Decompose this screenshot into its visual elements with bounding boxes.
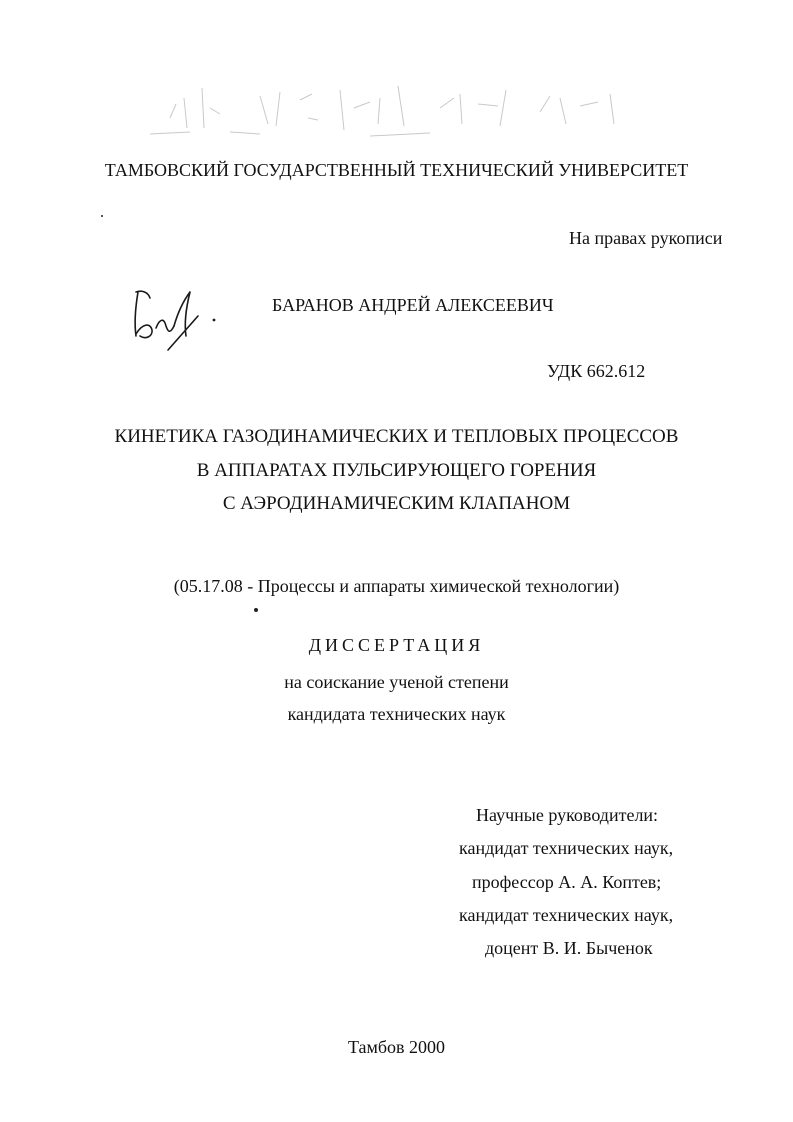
supervisors-heading: Научные руководители: [476, 805, 659, 825]
specialty-code: (05.17.08 - Процессы и аппараты химической технологии) [173, 576, 620, 596]
manuscript-rights: На правах рукописи [569, 228, 723, 248]
udk-code: УДК 662.612 [547, 361, 646, 381]
dissertation-title-line-2: В АППАРАТАХ ПУЛЬСИРУЮЩЕГО ГОРЕНИЯ [196, 460, 597, 481]
scan-speck [254, 608, 258, 612]
scan-speck [101, 215, 103, 217]
document-type: ДИССЕРТАЦИЯ [308, 635, 485, 655]
supervisor-2-degree: кандидат технических наук, [459, 905, 674, 925]
dissertation-title-line-3: С АЭРОДИНАМИЧЕСКИМ КЛАПАНОМ [222, 493, 571, 514]
university-name: ТАМБОВСКИЙ ГОСУДАРСТВЕННЫЙ ТЕХНИЧЕСКИЙ УНИВЕРСИТЕТ [104, 160, 689, 180]
signature-mark [128, 282, 224, 354]
supervisor-1-degree: кандидат технических наук, [459, 838, 674, 858]
dissertation-title-line-1: КИНЕТИКА ГАЗОДИНАМИЧЕСКИХ И ТЕПЛОВЫХ ПРОЦЕССОВ [114, 426, 679, 447]
supervisor-1-name: профессор А. А. Коптев; [472, 872, 662, 892]
scan-noise-marks [140, 78, 660, 148]
degree-line-1: на соискание ученой степени [284, 672, 509, 692]
supervisor-2-name: доцент В. И. Быченок [485, 938, 653, 958]
author-name: БАРАНОВ АНДРЕЙ АЛЕКСЕЕВИЧ [272, 295, 554, 315]
city-year: Тамбов 2000 [347, 1037, 446, 1057]
degree-line-2: кандидата технических наук [287, 704, 506, 724]
